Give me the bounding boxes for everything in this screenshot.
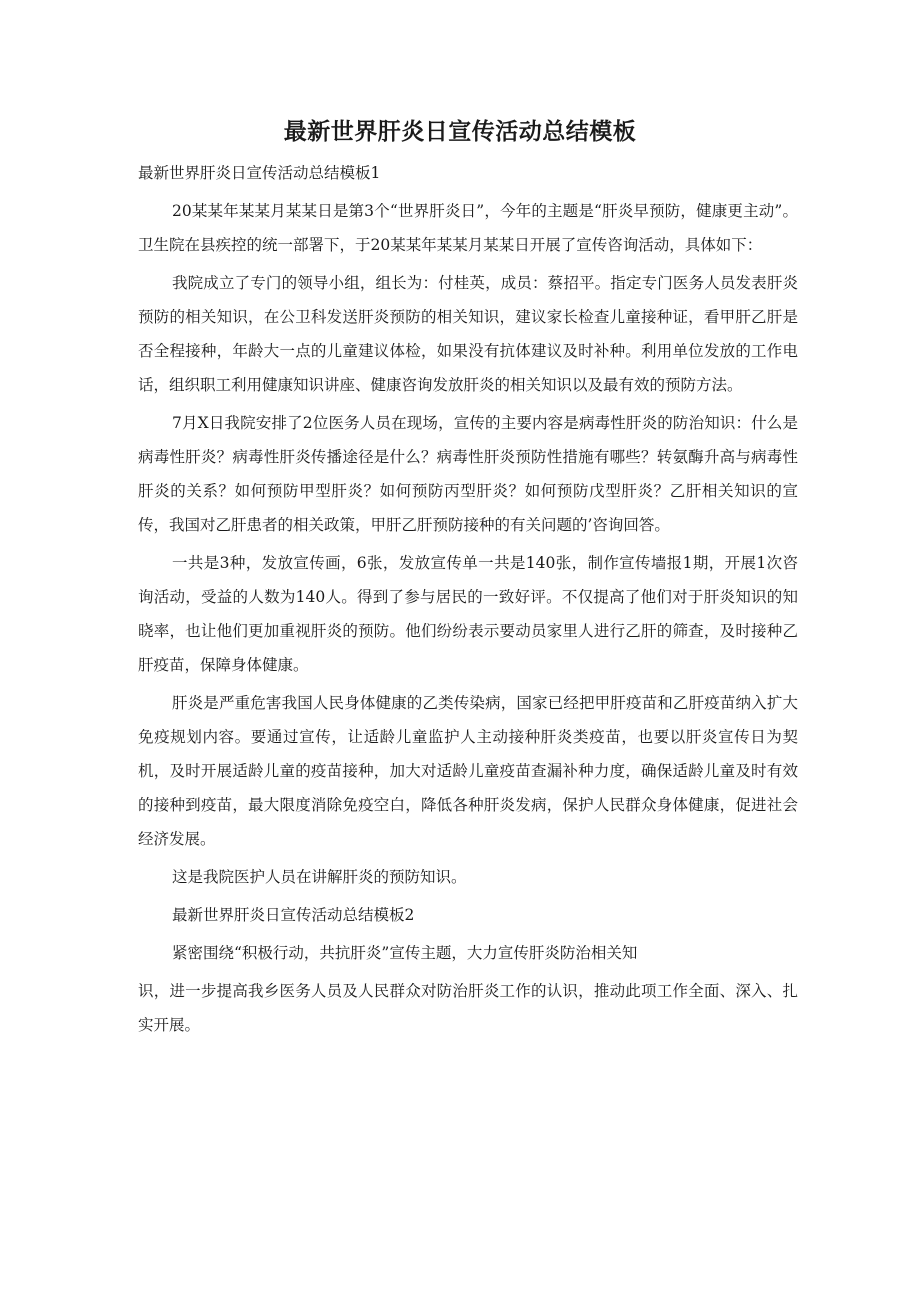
section-heading: 最新世界肝炎日宣传活动总结模板2 xyxy=(172,906,415,924)
paragraph: 7月X日我院安排了2位医务人员在现场，宣传的主要内容是病毒性肝炎的防治知识：什么是病毒性肝炎？病毒性肝炎传播途径是什么？病毒性肝炎预防性措施有哪些？转氨酶升高与病毒性肝炎的关系？如何预防甲型肝炎？如何预防丙型肝炎？如何预防戊型肝炎？乙肝相关知识的宣传，我国对乙肝患者的相关政策，甲肝乙肝预防接种的有关问题的’咨询回答。 xyxy=(138,414,798,534)
document-title: 最新世界肝炎日宣传活动总结模板 xyxy=(283,119,637,145)
paragraph: 紧密围绕“积极行动，共抗肝炎”宣传主题，大力宣传肝炎防治相关知 xyxy=(172,944,638,962)
paragraph: 一共是3种，发放宣传画，6张，发放宣传单一共是140张，制作宣传墙报1期，开展1次咨询活动，受益的人数为140人。得到了参与居民的一致好评。不仅提高了他们对于肝炎知识的知晓率，也让他们更加重视肝炎的预防。他们纷纷表示要动员家里人进行乙肝的筛查，及时接种乙肝疫苗，保障身体健康。 xyxy=(138,554,798,674)
paragraph: 肝炎是严重危害我国人民身体健康的乙类传染病，国家已经把甲肝疫苗和乙肝疫苗纳入扩大免疫规划内容。要通过宣传，让适龄儿童监护人主动接种肝炎类疫苗，也要以肝炎宣传日为契机，及时开展适龄儿童的疫苗接种，加大对适龄儿童疫苗查漏补种力度，确保适龄儿童及时有效的接种到疫苗，最大限度消除免疫空白，降低各种肝炎发病，保护人民群众身体健康，促进社会经济发展。 xyxy=(138,694,798,848)
paragraph: 这是我院医护人员在讲解肝炎的预防知识。 xyxy=(172,868,467,886)
paragraph: 识，进一步提高我乡医务人员及人民群众对防治肝炎工作的认识，推动此项工作全面、深入、扎实开展。 xyxy=(138,982,798,1034)
paragraph: 20某某年某某月某某日是第3个“世界肝炎日”，今年的主题是“肝炎早预防，健康更主动”。卫生院在县疾控的统一部署下，于20某某年某某月某某日开展了宣传咨询活动，具体如下： xyxy=(138,202,798,254)
section-heading: 最新世界肝炎日宣传活动总结模板1 xyxy=(138,164,381,182)
paragraph: 我院成立了专门的领导小组，组长为：付桂英，成员：蔡招平。指定专门医务人员发表肝炎预防的相关知识，在公卫科发送肝炎预防的相关知识，建议家长检查儿童接种证，看甲肝乙肝是否全程接种，年龄大一点的儿童建议体检，如果没有抗体建议及时补种。利用单位发放的工作电话，组织职工利用健康知识讲座、健康咨询发放肝炎的相关知识以及最有效的预防方法。 xyxy=(138,274,798,394)
document-body xyxy=(138,156,798,1042)
